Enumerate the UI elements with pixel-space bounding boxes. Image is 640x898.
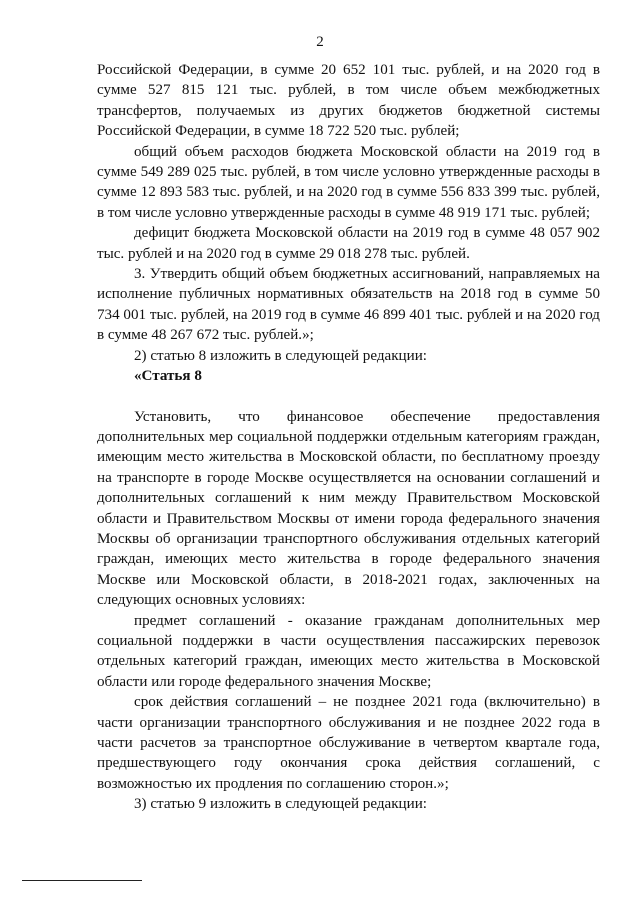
article-8-paragraph-term: срок действия соглашений – не позднее 2021 года (включительно) в части организации транспортного обслуживания и не позднее 2022 года в части расчетов за транспортное обслуживание в четвертом квартале года, предшествующего году окончания срока действия соглашений, с возможностью их продления по соглашению сторон.»; bbox=[97, 694, 600, 792]
paragraph-budget-deficit: дефицит бюджета Московской области на 2019 год в сумме 48 057 902 тыс. рублей и на 2020 год в сумме 29 018 278 тыс. рублей. bbox=[97, 225, 600, 262]
paragraph-item-2-article-8: 2) статью 8 изложить в следующей редакции: bbox=[134, 347, 427, 364]
page-number: 2 bbox=[316, 34, 324, 50]
spacer bbox=[97, 387, 600, 407]
document-body bbox=[97, 60, 600, 815]
article-8-paragraph-subject: предмет соглашений - оказание гражданам дополнительных мер социальной поддержки в части осуществления пассажирских перевозок отдельных категорий граждан, имеющих место жительства в Московской области или городе федерального значения Москве; bbox=[97, 612, 600, 690]
paragraph-item-3-article-9: 3) статью 9 изложить в следующей редакции: bbox=[134, 796, 427, 813]
footer-divider bbox=[22, 880, 142, 881]
article-8-heading: «Статья 8 bbox=[134, 368, 202, 385]
article-8-paragraph-main: Установить, что финансовое обеспечение предоставления дополнительных мер социальной поддержки отдельным категориям граждан, имеющим место жительства в Московской области, по бесплатному проезду на транспорте в городе Москве осуществляется на основании соглашений и дополнительных соглашений к ним между Правительством Московской области и Правительством Москвы от имени города федерального значения Москвы об организации транспортного обслуживания отдельных категорий граждан, имеющих место жительства в городе федерального значения Москве или Московской области, в 2018-2021 годах, заключенных на следующих основных условиях: bbox=[97, 408, 600, 609]
paragraph-item-3: 3. Утвердить общий объем бюджетных ассигнований, направляемых на исполнение публичных нормативных обязательств на 2018 год в сумме 50 734 001 тыс. рублей, на 2019 год в сумме 46 899 401 тыс. рублей и на 2020 год в сумме 48 267 672 тыс. рублей.»; bbox=[97, 266, 600, 344]
paragraph-budget-expenses: общий объем расходов бюджета Московской области на 2019 год в сумме 549 289 025 тыс. рублей, в том числе условно утвержденные расходы в сумме 12 893 583 тыс. рублей, и на 2020 год в сумме 556 833 399 тыс. рублей, в том числе условно утвержденные расходы в сумме 48 919 171 тыс. рублей; bbox=[97, 143, 600, 221]
paragraph-budget-revenue: Российской Федерации, в сумме 20 652 101 тыс. рублей, и на 2020 год в сумме 527 815 121 тыс. рублей, в том числе объем межбюджетных трансфертов, получаемых из других бюджетов бюджетной системы Российской Федерации, в сумме 18 722 520 тыс. рублей; bbox=[97, 62, 600, 140]
